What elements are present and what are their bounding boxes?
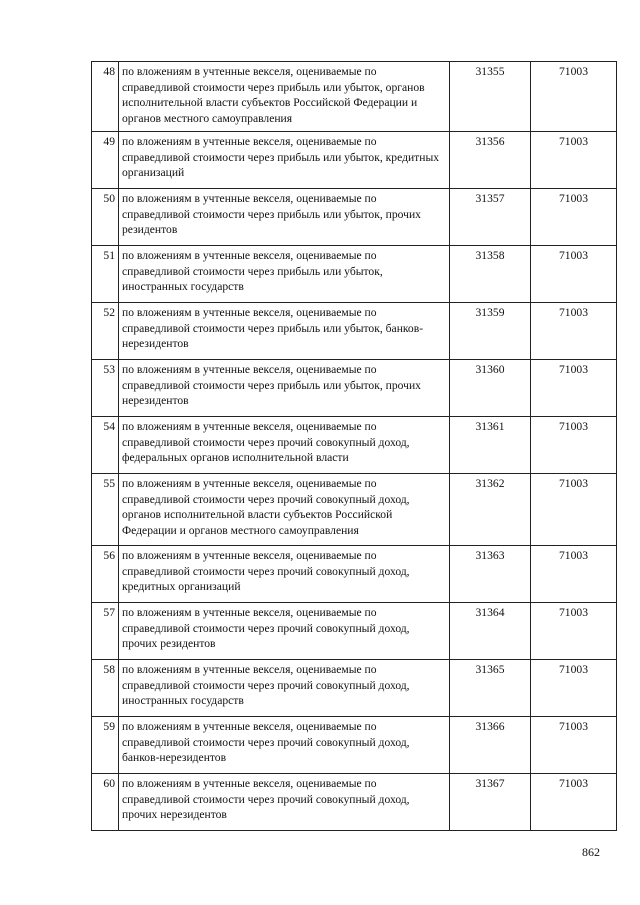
table-row (92, 417, 617, 474)
page-number: 862 (582, 845, 600, 859)
row-account: 71003 (531, 246, 617, 303)
row-description: по вложениям в учтенные векселя, оцениваемые по справедливой стоимости через прочий совокупный доход, прочих нерезидентов (119, 774, 450, 831)
row-code: 31359 (450, 303, 531, 360)
row-number: 58 (92, 660, 119, 717)
row-number: 49 (92, 132, 119, 189)
row-account: 71003 (531, 474, 617, 546)
row-number: 57 (92, 603, 119, 660)
row-number: 51 (92, 246, 119, 303)
row-account: 71003 (531, 303, 617, 360)
row-description: по вложениям в учтенные векселя, оцениваемые по справедливой стоимости через прибыль или убыток, банков-нерезидентов (119, 303, 450, 360)
row-number: 53 (92, 360, 119, 417)
row-description: по вложениям в учтенные векселя, оцениваемые по справедливой стоимости через прибыль или убыток, иностранных государств (119, 246, 450, 303)
row-description: по вложениям в учтенные векселя, оцениваемые по справедливой стоимости через прочий совокупный доход, прочих резидентов (119, 603, 450, 660)
row-account: 71003 (531, 603, 617, 660)
row-account: 71003 (531, 717, 617, 774)
table-row (92, 62, 617, 132)
row-code: 31364 (450, 603, 531, 660)
accounts-table (91, 61, 617, 831)
table-row (92, 603, 617, 660)
row-description: по вложениям в учтенные векселя, оцениваемые по справедливой стоимости через прочий совокупный доход, иностранных государств (119, 660, 450, 717)
row-code: 31357 (450, 189, 531, 246)
row-code: 31362 (450, 474, 531, 546)
table-row (92, 189, 617, 246)
table-row (92, 546, 617, 603)
table-row (92, 303, 617, 360)
row-code: 31366 (450, 717, 531, 774)
row-account: 71003 (531, 546, 617, 603)
row-description: по вложениям в учтенные векселя, оцениваемые по справедливой стоимости через прибыль или убыток, кредитных организаций (119, 132, 450, 189)
table-row (92, 774, 617, 831)
table-row (92, 246, 617, 303)
table-body (92, 62, 617, 831)
row-number: 48 (92, 62, 119, 132)
table-row (92, 717, 617, 774)
row-account: 71003 (531, 417, 617, 474)
row-number: 54 (92, 417, 119, 474)
row-code: 31361 (450, 417, 531, 474)
row-account: 71003 (531, 132, 617, 189)
row-code: 31356 (450, 132, 531, 189)
table-row (92, 132, 617, 189)
row-code: 31365 (450, 660, 531, 717)
row-number: 60 (92, 774, 119, 831)
row-description: по вложениям в учтенные векселя, оцениваемые по справедливой стоимости через прибыль или убыток, органов исполнительной власти субъектов Российской Федерации и органов местного самоуправления (119, 62, 450, 132)
row-number: 52 (92, 303, 119, 360)
row-account: 71003 (531, 360, 617, 417)
row-number: 59 (92, 717, 119, 774)
row-number: 56 (92, 546, 119, 603)
row-account: 71003 (531, 62, 617, 132)
table-row (92, 360, 617, 417)
row-number: 50 (92, 189, 119, 246)
row-account: 71003 (531, 189, 617, 246)
table-row (92, 660, 617, 717)
row-code: 31355 (450, 62, 531, 132)
row-code: 31363 (450, 546, 531, 603)
row-description: по вложениям в учтенные векселя, оцениваемые по справедливой стоимости через прочий совокупный доход, органов исполнительной власти субъектов Российской Федерации и органов местного самоуправления (119, 474, 450, 546)
row-number: 55 (92, 474, 119, 546)
row-description: по вложениям в учтенные векселя, оцениваемые по справедливой стоимости через прибыль или убыток, прочих резидентов (119, 189, 450, 246)
row-description: по вложениям в учтенные векселя, оцениваемые по справедливой стоимости через прибыль или убыток, прочих нерезидентов (119, 360, 450, 417)
row-description: по вложениям в учтенные векселя, оцениваемые по справедливой стоимости через прочий совокупный доход, кредитных организаций (119, 546, 450, 603)
row-account: 71003 (531, 774, 617, 831)
row-code: 31367 (450, 774, 531, 831)
table-row (92, 474, 617, 546)
row-code: 31358 (450, 246, 531, 303)
row-account: 71003 (531, 660, 617, 717)
row-description: по вложениям в учтенные векселя, оцениваемые по справедливой стоимости через прочий совокупный доход, банков-нерезидентов (119, 717, 450, 774)
row-code: 31360 (450, 360, 531, 417)
row-description: по вложениям в учтенные векселя, оцениваемые по справедливой стоимости через прочий совокупный доход, федеральных органов исполнительной власти (119, 417, 450, 474)
